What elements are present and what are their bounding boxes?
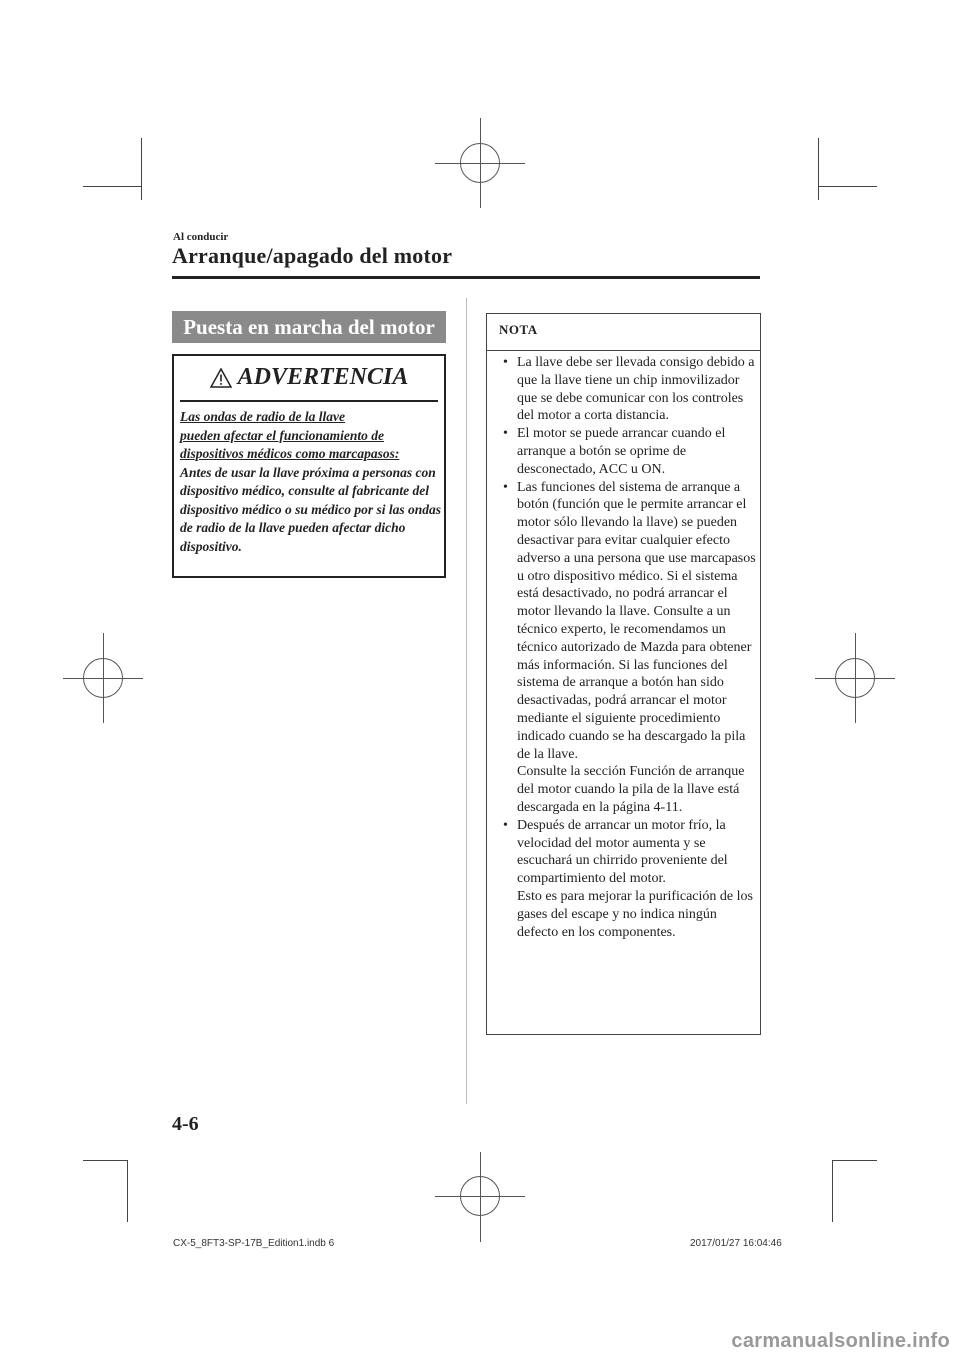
crop-mark [819,186,877,187]
watermark[interactable]: carmanualsonline.info [731,1330,950,1352]
note-item: • El motor se puede arrancar cuando el arranque a botón se oprime de desconectado, ACC u ON. [503,426,726,477]
warning-heading-text: ADVERTENCIA [237,364,409,390]
note-rule [487,350,760,351]
crop-mark [127,1160,128,1222]
crop-mark [141,138,142,200]
title-rule [172,276,760,279]
crop-mark [818,138,819,200]
note-item: • La llave debe ser llevada consigo debido a que la llave tiene un chip inmovilizador que se debe comunicar con los controles del motor a corta distancia. [503,355,755,424]
footer-file: CX-5_8FT3-SP-17B_Edition1.indb 6 [173,1238,335,1249]
bullet-icon: • [503,426,508,442]
warning-box [172,354,446,578]
note-item: • Las funciones del sistema de arranque a botón (función que le permite arrancar el motor sólo llevando la llave) se pueden desactivar para evitar cualquier efecto adverso a una persona que use marcapasos u otro dispositivo médico. Si el sistema está desactivado, no podrá arrancar el motor llevando la llave. Consulte a un técnico experto, le recomendamos un técnico autorizado de Mazda para obtener más información. Si las funciones del sistema de arranque a botón han sido desactivadas, podrá arrancar el motor mediante el siguiente procedimiento indicado cuando se ha descargado la pila de la llave. Consulte la sección Función de arranque del motor cuando la pila de la llave está descargada en la página 4-11. [503,479,759,817]
note-item-extra: Esto es para mejorar la purificación de los gases del escape y no indica ningún defecto en los componentes. [517,888,753,940]
note-box [486,313,761,1035]
page-number: 4-6 [172,1113,199,1135]
footer-timestamp: 2017/01/27 16:04:46 [690,1238,782,1249]
crop-mark [83,1160,127,1161]
warning-triangle-icon [210,368,232,388]
section-label: Al conducir [173,231,229,243]
crop-mark [832,1160,833,1222]
page-title: Arranque/apagado del motor [172,243,453,268]
bullet-icon: • [503,479,508,495]
note-item: • Después de arrancar un motor frío, la velocidad del motor aumenta y se escuchará un chirrido proveniente del compartimiento del motor. Esto es para mejorar la purificación de los gases del escape y no indica ningún defecto en los componentes. [503,817,759,942]
note-heading: NOTA [499,322,538,337]
crop-mark [833,1160,877,1161]
warning-line: dispositivos médicos como marcapasos: [180,446,400,461]
warning-line: Las ondas de radio de la llave [180,409,345,424]
bullet-icon: • [503,355,508,370]
warning-rule [180,400,438,402]
note-item-extra: Consulte la sección Función de arranque del motor cuando la pila de la llave está descargada en la página 4-11. [517,764,745,815]
warning-line: pueden afectar el funcionamiento de [180,427,384,443]
column-divider [466,298,467,1104]
warning-body: Antes de usar la llave próxima a personas con dispositivo médico, consulte al fabricante del dispositivo médico o su médico por si las ondas de radio de la llave pueden afectar dicho dispositivo. [180,464,442,554]
bullet-icon: • [503,817,508,833]
warning-text [180,408,442,556]
section-banner: Puesta en marcha del motor [172,311,446,343]
warning-heading [174,364,444,391]
crop-mark [83,186,141,187]
note-list [503,354,759,941]
